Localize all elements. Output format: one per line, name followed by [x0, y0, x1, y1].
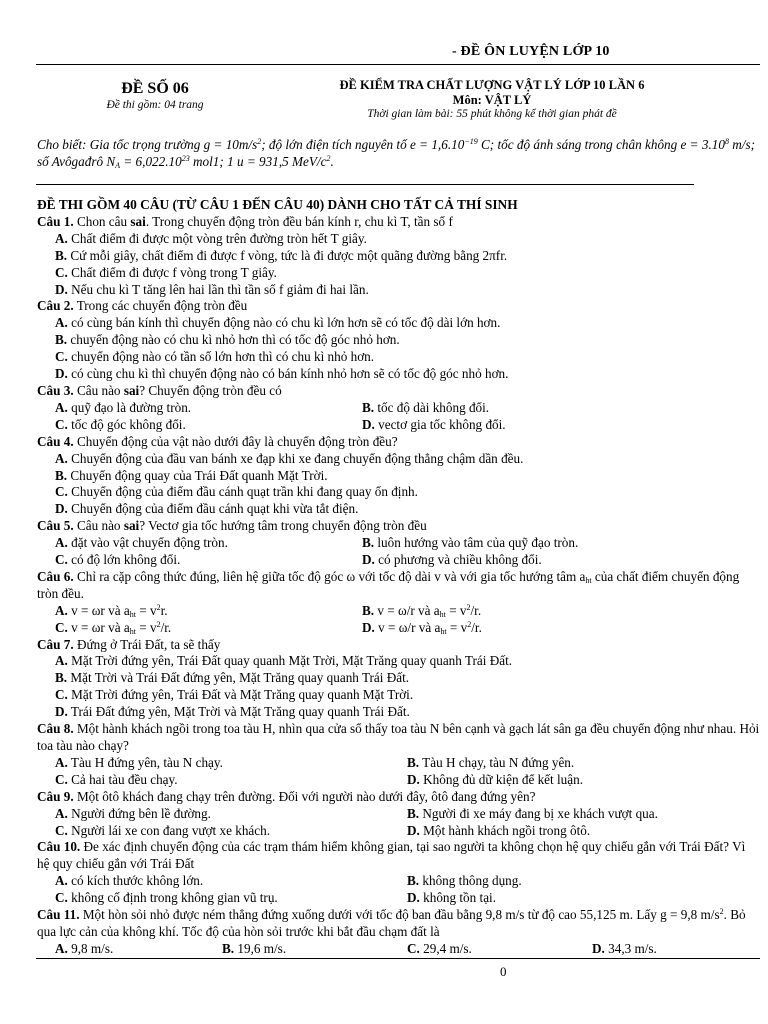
- q10-option-c: C. không cố định trong không gian vũ trụ.: [55, 890, 278, 906]
- q7-option-b: B. Mặt Trời và Trái Đất đứng yên, Mặt Trăng quay quanh Trái Đất.: [55, 670, 410, 686]
- q9-option-d: D. Một hành khách ngồi trong ôtô.: [407, 822, 591, 838]
- q1-option-c: C. Chất điểm đi được f vòng trong T giây.: [55, 264, 277, 280]
- question-2: Câu 2. Trong các chuyển động tròn đều: [37, 298, 248, 314]
- footer-divider: [36, 958, 760, 959]
- q11-options-row: [37, 941, 761, 958]
- q2-option-b: B. chuyển động nào có chu kì nhỏ hơn thì có tốc độ góc nhỏ hơn.: [55, 332, 400, 348]
- question-5: Câu 5. Câu nào sai? Vectơ gia tốc hướng tâm trong chuyển động tròn đều: [37, 518, 427, 534]
- series-header: - ĐỀ ÔN LUYỆN LỚP 10: [452, 44, 610, 59]
- q9-option-a: A. Người đứng bên lề đường.: [55, 805, 211, 821]
- q9-options-row-1: [37, 806, 761, 823]
- q3-option-c: C. tốc độ góc không đổi.: [55, 416, 186, 432]
- q3-option-a: A. quỹ đạo là đường tròn.: [55, 399, 192, 415]
- q1-option-a: A. Chất điểm đi được một vòng trên đường tròn hết T giây.: [55, 230, 367, 246]
- q6-option-b: B. v = ω/r và $a_{ht} = v^2/r$.: [362, 602, 482, 619]
- question-3: Câu 3. Câu nào sai? Chuyển động tròn đều có: [37, 382, 282, 398]
- q1-option-d: D. Nếu chu kì T tăng lên hai lần thì tần số f giảm đi hai lần.: [55, 281, 369, 297]
- question-8: Câu 8. Một hành khách ngồi trong toa tàu H, nhìn qua cửa sổ thấy toa tàu N bên cạnh và gạch lát sân ga đều chuyển động như nhau. Hỏi toa tàu nào chạy?: [37, 721, 760, 753]
- q5-option-a: A. đặt vào vật chuyển động tròn.: [55, 535, 228, 551]
- q2-option-d: D. có cùng chu kì thì chuyển động nào có bán kính nhỏ hơn sẽ có tốc độ góc nhỏ hơn.: [55, 366, 509, 382]
- q11-option-b: B. 19,6 m/s.: [222, 940, 287, 956]
- q3-options-row-2: [37, 417, 761, 434]
- q11-option-d: D. 34,3 m/s.: [592, 940, 657, 956]
- q10-options-row-2: [37, 890, 761, 907]
- q3-option-b: B. tốc độ dài không đổi.: [362, 399, 490, 415]
- question-9: Câu 9. Một ôtô khách đang chạy trên đường. Đối với người nào dưới đây, ôtô đang đứng yên?: [37, 788, 536, 804]
- q4-option-b: B. Chuyển động quay của Trái Đất quanh Mặt Trời.: [55, 467, 328, 483]
- given-constants: Cho biết: Gia tốc trọng trường $g = 10m/s^2$; độ lớn điện tích nguyên tố $e = 1,6.10^{-19}$ C; tốc độ ánh sáng trong chân không $e = 3.10^8$ m/s; số Avôgađrô $N_A = 6,022.10^{23}$ mol1; 1 u = 931,5 MeV/$c^2$.: [37, 137, 755, 170]
- exam-title: ĐỀ KIỂM TRA CHẤT LƯỢNG VẬT LÝ LỚP 10 LẦN 6: [339, 78, 645, 92]
- q8-option-c: C. Cả hai tàu đều chạy.: [55, 771, 178, 787]
- question-4: Câu 4. Chuyển động của vật nào dưới đây là chuyển động tròn đều?: [37, 433, 398, 449]
- q8-option-d: D. Không đủ dữ kiện để kết luận.: [407, 771, 583, 787]
- q5-options-row-1: [37, 535, 761, 552]
- section-divider: [36, 184, 694, 185]
- q10-option-d: D. không tồn tại.: [407, 890, 497, 906]
- q10-option-a: A. có kích thước không lớn.: [55, 873, 204, 889]
- q6-option-a: A. v = ωr và $a_{ht} = v^2r$.: [55, 602, 168, 619]
- q11-option-c: C. 29,4 m/s.: [407, 940, 472, 956]
- q5-option-d: D. có phương và chiều không đổi.: [362, 552, 542, 568]
- time-note: Thời gian làm bài: 55 phút không kể thời gian phát đề: [367, 108, 617, 120]
- exam-code: ĐỀ SỐ 06: [121, 80, 189, 97]
- q4-option-a: A. Chuyển động của đầu van bánh xe đạp khi xe đang chuyển động thẳng chậm dần đều.: [55, 450, 524, 466]
- q7-option-c: C. Mặt Trời đứng yên, Trái Đất và Mặt Trăng quay quanh Mặt Trời.: [55, 687, 414, 703]
- q8-option-a: A. Tàu H đứng yên, tàu N chạy.: [55, 754, 223, 770]
- question-10: Câu 10. Đe xác định chuyển động của các trạm thám hiểm không gian, tại sao người ta không chọn hệ quy chiếu gắn với Trái Đất? Vì hệ quy chiếu gắn với Trái Đất: [37, 839, 746, 872]
- q4-option-c: C. Chuyển động của điểm đầu cánh quạt trần khi đang quay ổn định.: [55, 484, 418, 500]
- q5-option-b: B. luôn hướng vào tâm của quỹ đạo tròn.: [362, 535, 579, 551]
- q6-options-row-2: [37, 620, 761, 637]
- q9-option-b: B. Người đi xe máy đang bị xe khách vượt qua.: [407, 805, 658, 821]
- q8-option-b: B. Tàu H chạy, tàu N đứng yên.: [407, 754, 575, 770]
- q6-options-row-1: [37, 603, 761, 620]
- pages-note: Đề thi gồm: 04 trang: [106, 99, 204, 111]
- q7-option-a: A. Mặt Trời đứng yên, Trái Đất quay quanh Mặt Trời, Mặt Trăng quay quanh Trái Đất.: [55, 653, 513, 669]
- q10-options-row-1: [37, 873, 761, 890]
- q2-option-a: A. có cùng bán kính thì chuyển động nào có chu kì lớn hơn sẽ có tốc độ dài lớn hơn.: [55, 315, 501, 331]
- question-7: Câu 7. Đứng ở Trái Đất, ta sẽ thấy: [37, 636, 221, 652]
- q5-options-row-2: [37, 552, 761, 569]
- q2-option-c: C. chuyển động nào có tần số lớn hơn thì có chu kì nhỏ hơn.: [55, 349, 375, 365]
- q1-option-b: B. Cứ mỗi giây, chất điểm đi được f vòng, tức là đi được một quãng đường bằng 2πfr.: [55, 247, 508, 263]
- q8-options-row-1: [37, 755, 761, 772]
- section-title: ĐỀ THI GỒM 40 CÂU (TỪ CÂU 1 ĐẾN CÂU 40) DÀNH CHO TẤT CẢ THÍ SINH: [37, 197, 518, 212]
- question-1: Câu 1. Chon câu sai. Trong chuyển động tròn đều bán kính r, chu kì T, tần số f: [37, 213, 453, 229]
- q8-options-row-2: [37, 772, 761, 789]
- q9-options-row-2: [37, 823, 761, 840]
- q4-option-d: D. Chuyển động của điểm đầu cánh quạt khi vừa tắt điện.: [55, 501, 359, 517]
- q11-option-a: A. 9,8 m/s.: [55, 940, 114, 956]
- page-number: 0: [500, 964, 507, 979]
- question-11: Câu 11. Một hòn sỏi nhỏ được ném thẳng đứng xuống dưới với tốc độ ban đầu bằng 9,8 m/s từ độ cao 55,125 m. Lấy g = 9,8 $m/s^2$. Bỏ qua lực cản của không khí. Tốc độ của hòn sỏi trước khi bắt đầu chạm đất là: [37, 907, 746, 939]
- top-divider: [36, 64, 760, 65]
- q10-option-b: B. không thông dụng.: [407, 873, 522, 889]
- q3-option-d: D. vectơ gia tốc không đổi.: [362, 416, 506, 432]
- q7-option-d: D. Trái Đất đứng yên, Mặt Trời và Mặt Trăng quay quanh Trái Đất.: [55, 704, 410, 720]
- question-list: [37, 197, 761, 958]
- exam-code-block: [60, 80, 250, 111]
- q3-options-row-1: [37, 400, 761, 417]
- exam-subject: Môn: VẬT LÝ: [452, 93, 532, 107]
- q6-option-d: D. v = ω/r và $a_{ht} = v^2/r$.: [362, 619, 482, 636]
- q6-option-c: C. v = ωr và $a_{ht} = v^2/r$.: [55, 619, 172, 636]
- question-6: Câu 6. Chỉ ra cặp công thức đúng, liên hệ giữa tốc độ góc ω với tốc độ dài v và với gia tốc hướng tâm $a_{ht}$ của chất điểm chuyển động tròn đều.: [37, 568, 740, 601]
- exam-title-block: [302, 78, 682, 120]
- q9-option-c: C. Người lái xe con đang vượt xe khách.: [55, 822, 271, 838]
- q5-option-c: C. có độ lớn không đổi.: [55, 552, 181, 568]
